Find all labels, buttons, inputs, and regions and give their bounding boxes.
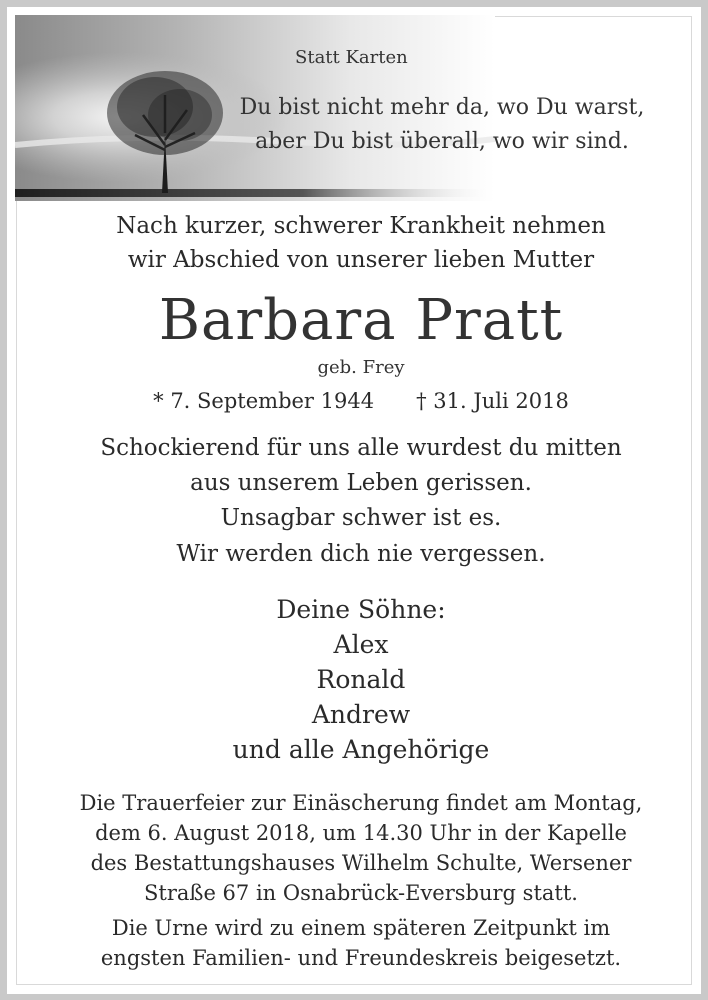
intro-line: Nach kurzer, schwerer Krankheit nehmen	[116, 213, 606, 239]
closing-line: Wir werden dich nie vergessen.	[176, 541, 546, 567]
message-line: Schockierend für uns alle wurdest du mitten	[100, 435, 622, 461]
family-member: Alex	[333, 630, 389, 659]
quote-line: aber Du bist überall, wo wir sind.	[255, 129, 629, 154]
statt-karten-label: Statt Karten	[295, 47, 408, 68]
message-line: Unsagbar schwer ist es.	[220, 505, 502, 531]
ceremony-line: Die Trauerfeier zur Einäscherung findet am Montag,	[79, 791, 643, 815]
ceremony-info	[7, 788, 708, 908]
birth-date: * 7. September 1944	[153, 389, 375, 413]
quote-line: Du bist nicht mehr da, wo Du warst,	[239, 95, 645, 120]
ceremony-line: des Bestattungshauses Wilhelm Schulte, Wersener	[90, 851, 632, 875]
birth-name: geb. Frey	[317, 357, 405, 378]
death-date: † 31. Juli 2018	[416, 389, 569, 413]
intro-text	[7, 209, 708, 277]
ceremony-line: Straße 67 in Osnabrück-Eversburg statt.	[144, 881, 578, 905]
urn-line: engsten Familien- und Freundeskreis beigesetzt.	[100, 946, 622, 970]
family-signature	[7, 592, 708, 767]
family-member: Andrew	[311, 700, 411, 729]
intro-line: wir Abschied von unserer lieben Mutter	[127, 247, 595, 273]
message-line: aus unserem Leben gerissen.	[190, 470, 532, 496]
family-member: Ronald	[316, 665, 406, 694]
deceased-name: Barbara Pratt	[158, 288, 564, 353]
life-dates	[7, 387, 708, 415]
urn-info	[7, 913, 708, 973]
message-text	[7, 431, 708, 536]
memorial-quote	[207, 91, 677, 159]
family-others: und alle Angehörige	[232, 735, 490, 764]
family-heading: Deine Söhne:	[276, 595, 446, 624]
urn-line: Die Urne wird zu einem späteren Zeitpunkt im	[111, 916, 611, 940]
ceremony-line: dem 6. August 2018, um 14.30 Uhr in der Kapelle	[95, 821, 627, 845]
